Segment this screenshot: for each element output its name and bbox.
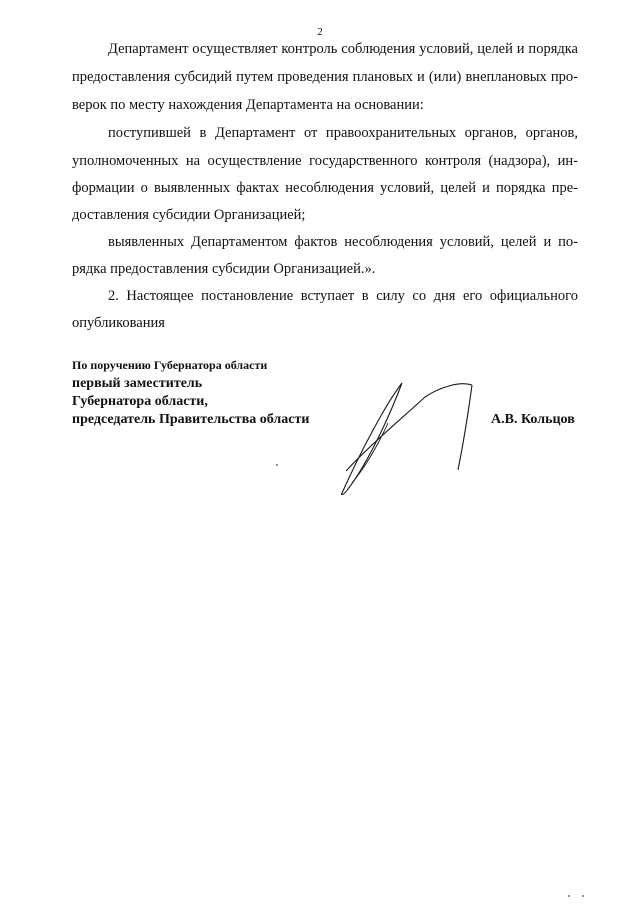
paragraph-1-line-3: верок по месту нахождения Департамента на основании: — [72, 97, 424, 113]
paragraph-1-line-1: Департамент осуществляет контроль соблюдения условий, целей и порядка — [108, 41, 578, 57]
paragraph-2-line-2: уполномоченных на осуществление государственного контроля (надзора), ин- — [72, 153, 578, 169]
signature-stroke-cross — [346, 384, 472, 471]
paragraph-1-line-2: предоставления субсидий путем проведения плановых и (или) внеплановых про- — [72, 69, 578, 85]
paragraph-4-line-2: опубликования — [72, 315, 165, 331]
signature-by-order: По поручению Губернатора области — [72, 358, 268, 372]
paragraph-4-line-1: 2. Настоящее постановление вступает в силу со дня его официального — [108, 288, 578, 304]
signature-position-line-3: председатель Правительства области — [72, 412, 310, 427]
scan-speck — [582, 895, 584, 897]
signature-position-line-2: Губернатора области, — [72, 394, 208, 409]
signatory-name: А.В. Кольцов — [491, 412, 575, 427]
signature-stroke-right-descender — [458, 385, 472, 470]
paragraph-3-line-1: выявленных Департаментом фактов несоблюдения условий, целей и по- — [108, 234, 578, 250]
scan-speck — [276, 464, 278, 466]
paragraph-2-line-3: формации о выявленных фактах несоблюдения условий, целей и порядка пре- — [72, 180, 578, 196]
paragraph-2-line-1: поступившей в Департамент от правоохранительных органов, органов, — [108, 125, 578, 141]
signature-stroke-left-loop — [341, 383, 402, 495]
signature-position-line-1: первый заместитель — [72, 376, 203, 391]
paragraph-3-line-2: рядка предоставления субсидии Организацией.». — [72, 261, 376, 277]
paragraph-2-line-4: доставления субсидии Организацией; — [72, 207, 306, 223]
scan-speck — [568, 895, 570, 897]
page-number: 2 — [317, 26, 323, 38]
handwritten-signature — [330, 375, 480, 500]
